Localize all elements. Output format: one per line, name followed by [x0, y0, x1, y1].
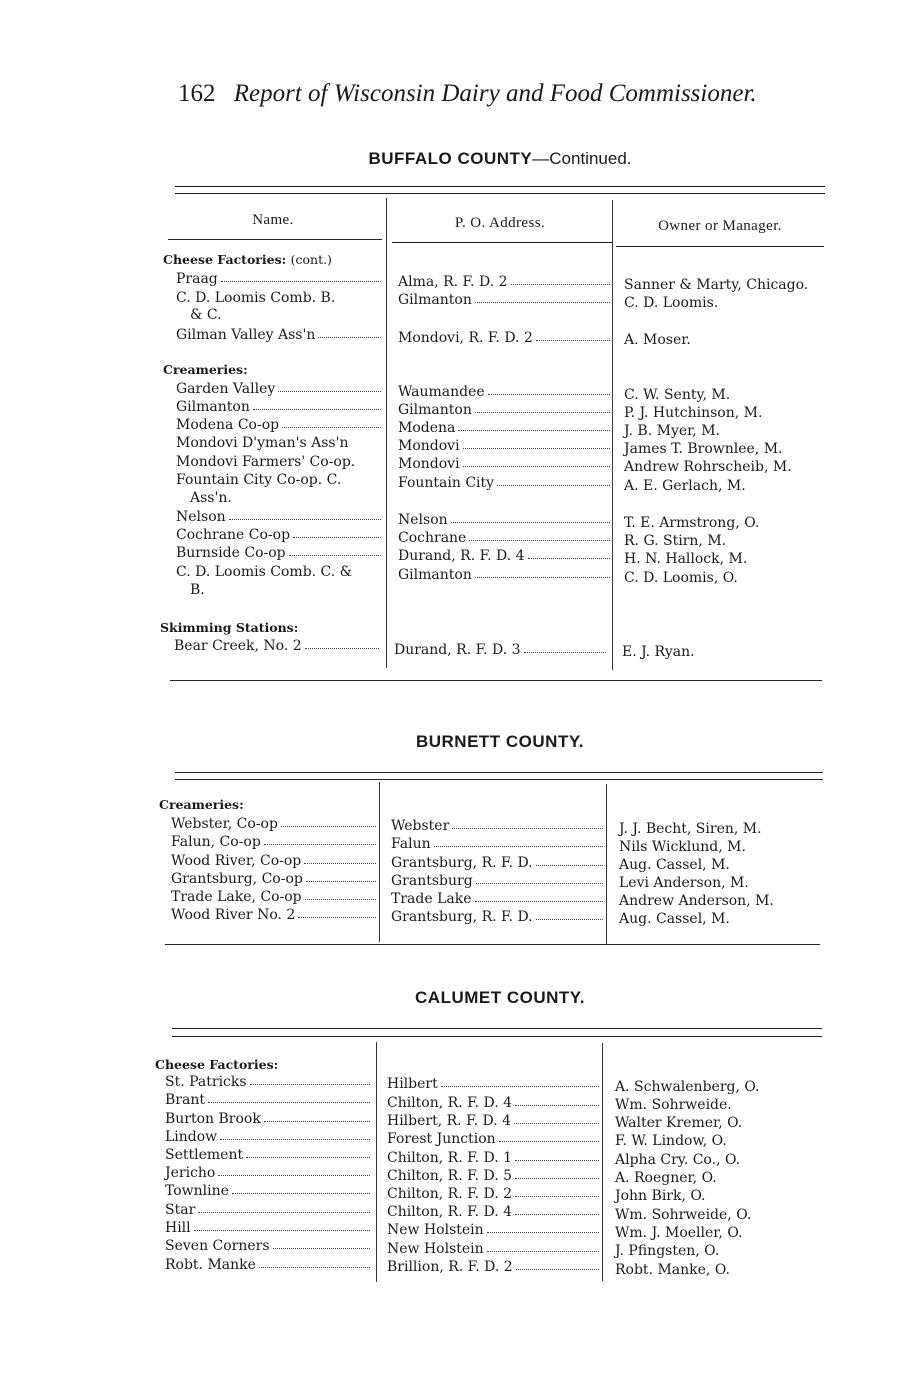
table-row: Aug. Cassel, M.	[619, 911, 730, 927]
table-row: Wm. Sohrweide.	[615, 1097, 732, 1113]
table-row: A. Schwalenberg, O.	[615, 1079, 760, 1095]
table-row: Modena	[398, 419, 610, 437]
table-row: Falun, Co-op	[171, 833, 376, 851]
table-row: Cochrane	[398, 529, 610, 547]
table-row: T. E. Armstrong, O.	[624, 515, 760, 531]
table-row: R. G. Stirn, M.	[624, 533, 727, 549]
table-row: Sanner & Marty, Chicago.	[624, 277, 809, 293]
top-rule-double	[172, 1036, 822, 1037]
table-row: Grantsburg, Co-op	[171, 870, 376, 888]
table-row: Grantsburg, R. F. D.	[391, 854, 603, 872]
group-label-cheese: Cheese Factories:	[155, 1057, 279, 1072]
table-row: J. B. Myer, M.	[624, 423, 720, 439]
table-row: Andrew Anderson, M.	[619, 893, 774, 909]
table-row: Webster	[391, 817, 603, 835]
top-rule-double	[175, 193, 825, 194]
column-divider	[376, 1042, 377, 1282]
table-row: P. J. Hutchinson, M.	[624, 405, 763, 421]
table-row: Mondovi, R. F. D. 2	[398, 329, 610, 347]
table-row: Gilmanton	[398, 566, 610, 584]
table-row: New Holstein	[387, 1221, 599, 1239]
table-row: John Birk, O.	[615, 1188, 706, 1204]
table-row: St. Patricks	[165, 1073, 370, 1091]
calumet-county-title: CALUMET COUNTY.	[415, 988, 585, 1007]
table-row: Nelson	[176, 508, 381, 526]
table-row: C. D. Loomis.	[624, 295, 719, 311]
table-row: Fountain City Co-op. C.	[176, 472, 342, 488]
header-underline-owner	[616, 246, 824, 247]
table-row: C. W. Senty, M.	[624, 387, 731, 403]
header-underline-name	[168, 239, 382, 240]
table-row: Robt. Manke	[165, 1256, 370, 1274]
group-label-skimming: Skimming Stations:	[160, 620, 299, 635]
table-row: Gilmanton	[398, 291, 610, 309]
table-row: Hilbert	[387, 1075, 599, 1093]
table-row: Modena Co-op	[176, 416, 381, 434]
top-rule	[175, 186, 825, 187]
table-row: Grantsburg, R. F. D.	[391, 908, 603, 926]
table-row: Bear Creek, No. 2	[174, 637, 379, 655]
table-row: Wood River, Co-op	[171, 852, 376, 870]
column-divider	[612, 200, 613, 670]
table-row: Aug. Cassel, M.	[619, 857, 730, 873]
table-row: Falun	[391, 835, 603, 853]
table-row: Trade Lake	[391, 890, 603, 908]
table-row: Chilton, R. F. D. 4	[387, 1094, 599, 1112]
table-row: Seven Corners	[165, 1237, 370, 1255]
table-row: Fountain City	[398, 474, 610, 492]
table-row: Garden Valley	[176, 380, 381, 398]
table-row: Robt. Manke, O.	[615, 1262, 730, 1278]
table-row: Grantsburg	[391, 872, 603, 890]
table-row: Burnside Co-op	[176, 544, 381, 562]
table-row: A. E. Gerlach, M.	[624, 478, 746, 494]
table-row: H. N. Hallock, M.	[624, 551, 748, 567]
table-row: Gilmanton	[398, 401, 610, 419]
table-row: Chilton, R. F. D. 2	[387, 1185, 599, 1203]
table-row: Wood River No. 2	[171, 906, 376, 924]
table-row: Webster, Co-op	[171, 815, 376, 833]
table-row: Walter Kremer, O.	[615, 1115, 743, 1131]
header-underline-address	[392, 242, 612, 243]
table-row-continuation: Ass'n.	[190, 490, 232, 506]
page-number: 162	[178, 80, 216, 107]
column-header-name: Name.	[252, 212, 294, 228]
table-row: J. Pfingsten, O.	[615, 1243, 720, 1259]
table-row: Praag	[176, 270, 381, 288]
table-row: Mondovi	[398, 437, 610, 455]
table-row: Wm. J. Moeller, O.	[615, 1225, 743, 1241]
table-row: Settlement	[165, 1146, 370, 1164]
table-row: Mondovi D'yman's Ass'n	[176, 435, 349, 451]
column-header-owner: Owner or Manager.	[658, 218, 782, 234]
group-label-cheese: Cheese Factories: (cont.)	[163, 252, 332, 267]
table-row: Nils Wicklund, M.	[619, 839, 746, 855]
table-row: Nelson	[398, 511, 610, 529]
table-row: Hilbert, R. F. D. 4	[387, 1112, 599, 1130]
table-row: Burton Brook	[165, 1110, 370, 1128]
table-row: Chilton, R. F. D. 4	[387, 1203, 599, 1221]
table-row: C. D. Loomis, O.	[624, 570, 738, 586]
column-divider	[379, 782, 380, 942]
table-row: Levi Anderson, M.	[619, 875, 749, 891]
table-row: E. J. Ryan.	[622, 644, 695, 660]
table-row: F. W. Lindow, O.	[615, 1133, 727, 1149]
table-row: Durand, R. F. D. 3	[394, 641, 606, 659]
table-row: Durand, R. F. D. 4	[398, 547, 610, 565]
burnett-county-title: BURNETT COUNTY.	[415, 732, 585, 751]
table-row: C. D. Loomis Comb. B.	[176, 290, 336, 306]
bottom-rule	[170, 680, 822, 681]
page-header	[178, 80, 818, 108]
column-divider	[386, 198, 387, 668]
table-row: Alpha Cry. Co., O.	[615, 1152, 741, 1168]
table-row: Lindow	[165, 1128, 370, 1146]
table-row: Brant	[165, 1091, 370, 1109]
group-label-creameries: Creameries:	[163, 362, 248, 377]
table-row: Brillion, R. F. D. 2	[387, 1258, 599, 1276]
column-divider	[602, 1043, 603, 1281]
column-divider	[606, 784, 607, 944]
table-row: Townline	[165, 1182, 370, 1200]
running-title: Report of Wisconsin Dairy and Food Commissioner.	[233, 80, 757, 107]
group-label-creameries: Creameries:	[159, 797, 244, 812]
table-row: Jericho	[165, 1164, 370, 1182]
table-row: A. Moser.	[624, 332, 691, 348]
table-row: Chilton, R. F. D. 1	[387, 1149, 599, 1167]
table-row-continuation: B.	[190, 582, 205, 598]
table-row: Gilman Valley Ass'n	[176, 326, 381, 344]
table-row: J. J. Becht, Siren, M.	[619, 821, 762, 837]
top-rule	[172, 1028, 822, 1029]
table-row: Waumandee	[398, 383, 610, 401]
table-row: Wm. Sohrweide, O.	[615, 1207, 752, 1223]
top-rule-double	[175, 779, 823, 780]
table-row: Gilmanton	[176, 398, 381, 416]
column-header-address: P. O. Address.	[454, 215, 546, 231]
table-row: Mondovi	[398, 455, 610, 473]
table-row: Andrew Rohrscheib, M.	[624, 459, 792, 475]
top-rule	[175, 772, 823, 773]
table-row: Star	[165, 1201, 370, 1219]
table-row-continuation: & C.	[190, 307, 222, 323]
table-row: C. D. Loomis Comb. C. &	[176, 564, 353, 580]
table-row: A. Roegner, O.	[615, 1170, 717, 1186]
table-row: Chilton, R. F. D. 5	[387, 1167, 599, 1185]
table-row: Forest Junction	[387, 1130, 599, 1148]
bottom-rule	[165, 944, 820, 945]
buffalo-county-title: BUFFALO COUNTY—Continued.	[368, 149, 632, 168]
table-row: New Holstein	[387, 1240, 599, 1258]
table-row: Hill	[165, 1219, 370, 1237]
table-row: Mondovi Farmers' Co-op.	[176, 454, 356, 470]
table-row: James T. Brownlee, M.	[624, 441, 783, 457]
table-row: Alma, R. F. D. 2	[398, 273, 610, 291]
table-row: Cochrane Co-op	[176, 526, 381, 544]
table-row: Trade Lake, Co-op	[171, 888, 376, 906]
